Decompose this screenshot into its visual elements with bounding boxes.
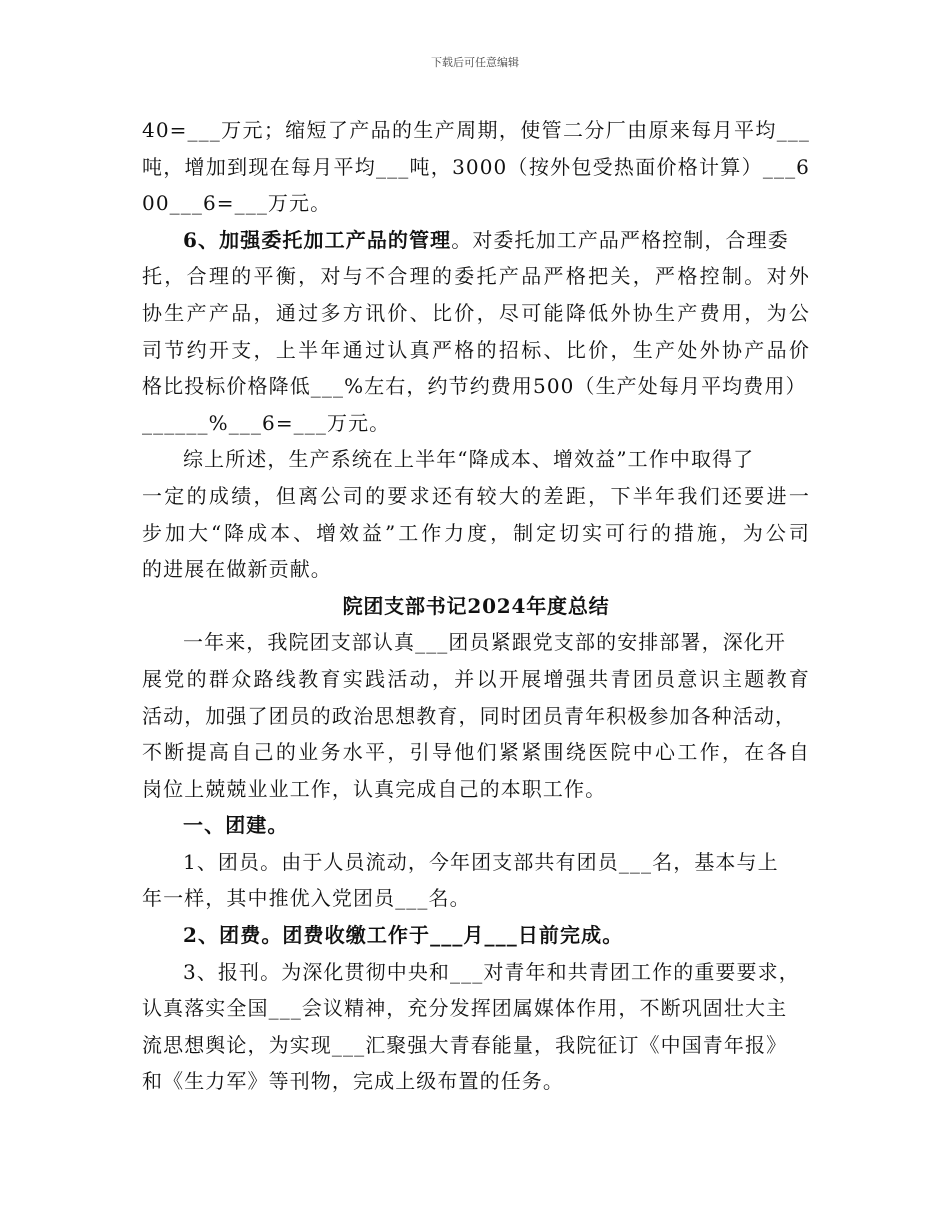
paragraph-line: 的进展在做新贡献。 bbox=[142, 557, 332, 582]
paragraph-line: 年一样，其中推优入党团员___名。 bbox=[142, 886, 471, 911]
paragraph-line: 展党的群众路线教育实践活动，并以开展增强共青团员意识主题教育 bbox=[142, 666, 810, 691]
paragraph-line: 活动，加强了团员的政治思想教育，同时团员青年积极参加各种活动， bbox=[142, 703, 797, 728]
section-heading: 6、加强委托加工产品的管理 bbox=[183, 227, 452, 252]
paragraph-line: 流思想舆论，为实现___汇聚强大青春能量，我院征订《中国青年报》 bbox=[142, 1032, 788, 1057]
paragraph-line: 和《生力军》等刊物，完成上级布置的任务。 bbox=[142, 1069, 564, 1094]
paragraph-line: 司节约开支，上半年通过认真严格的招标、比价，生产处外协产品价 bbox=[142, 337, 810, 362]
paragraph-line: 认真落实全国___会议精神，充分发挥团属媒体作用，不断巩固壮大主 bbox=[142, 996, 788, 1021]
document-body bbox=[142, 112, 810, 1100]
section-heading: 一、团建。 bbox=[183, 813, 289, 838]
paragraph-line: 岗位上兢兢业业工作，认真完成自己的本职工作。 bbox=[142, 776, 607, 801]
paragraph-line: 托，合理的平衡，对与不合理的委托产品严格把关，严格控制。对外 bbox=[142, 264, 810, 289]
paragraph-line: 吨，增加到现在每月平均___吨，3000（按外包受热面价格计算）___6 bbox=[142, 154, 810, 179]
paragraph-line: 不断提高自己的业务水平，引导他们紧紧围绕医院中心工作，在各自 bbox=[142, 740, 810, 765]
page-header: 下载后可任意编辑 bbox=[431, 56, 519, 69]
paragraph-line: 一年来，我院团支部认真___团员紧跟党支部的安排部署，深化开 bbox=[183, 630, 786, 655]
paragraph-line: 步加大“降成本、增效益”工作力度，制定切实可行的措施，为公司 bbox=[142, 520, 810, 545]
paragraph-line: 格比投标价格降低___%左右，约节约费用500（生产处每月平均费用） bbox=[142, 374, 807, 399]
paragraph-line: 40=___万元；缩短了产品的生产周期，使管二分厂由原来每月平均___ bbox=[142, 118, 810, 142]
section-heading: 2、团费。团费收缴工作于___月___日前完成。 bbox=[183, 923, 624, 948]
paragraph-line: 00___6=___万元。 bbox=[142, 191, 332, 216]
paragraph-text: 。对委托加工产品严格控制，合理委 bbox=[451, 227, 789, 252]
paragraph-line: 1、团员。由于人员流动，今年团支部共有团员___名，基本与上 bbox=[183, 849, 779, 874]
paragraph-line: 3、报刊。为深化贯彻中央和___对青年和共青团工作的重要要求， bbox=[183, 959, 800, 984]
paragraph-line: 综上所述，生产系统在上半年“降成本、增效益”工作中取得了 bbox=[183, 447, 755, 472]
paragraph-line: 一定的成绩，但离公司的要求还有较大的差距，下半年我们还要进一 bbox=[142, 483, 810, 508]
paragraph-line: ______%___6=___万元。 bbox=[142, 410, 391, 435]
document-title: 院团支部书记2024年度总结 bbox=[342, 593, 610, 618]
paragraph-line: 协生产产品，通过多方讯价、比价，尽可能降低外协生产费用，为公 bbox=[142, 300, 810, 325]
section-heading-line bbox=[142, 222, 810, 259]
